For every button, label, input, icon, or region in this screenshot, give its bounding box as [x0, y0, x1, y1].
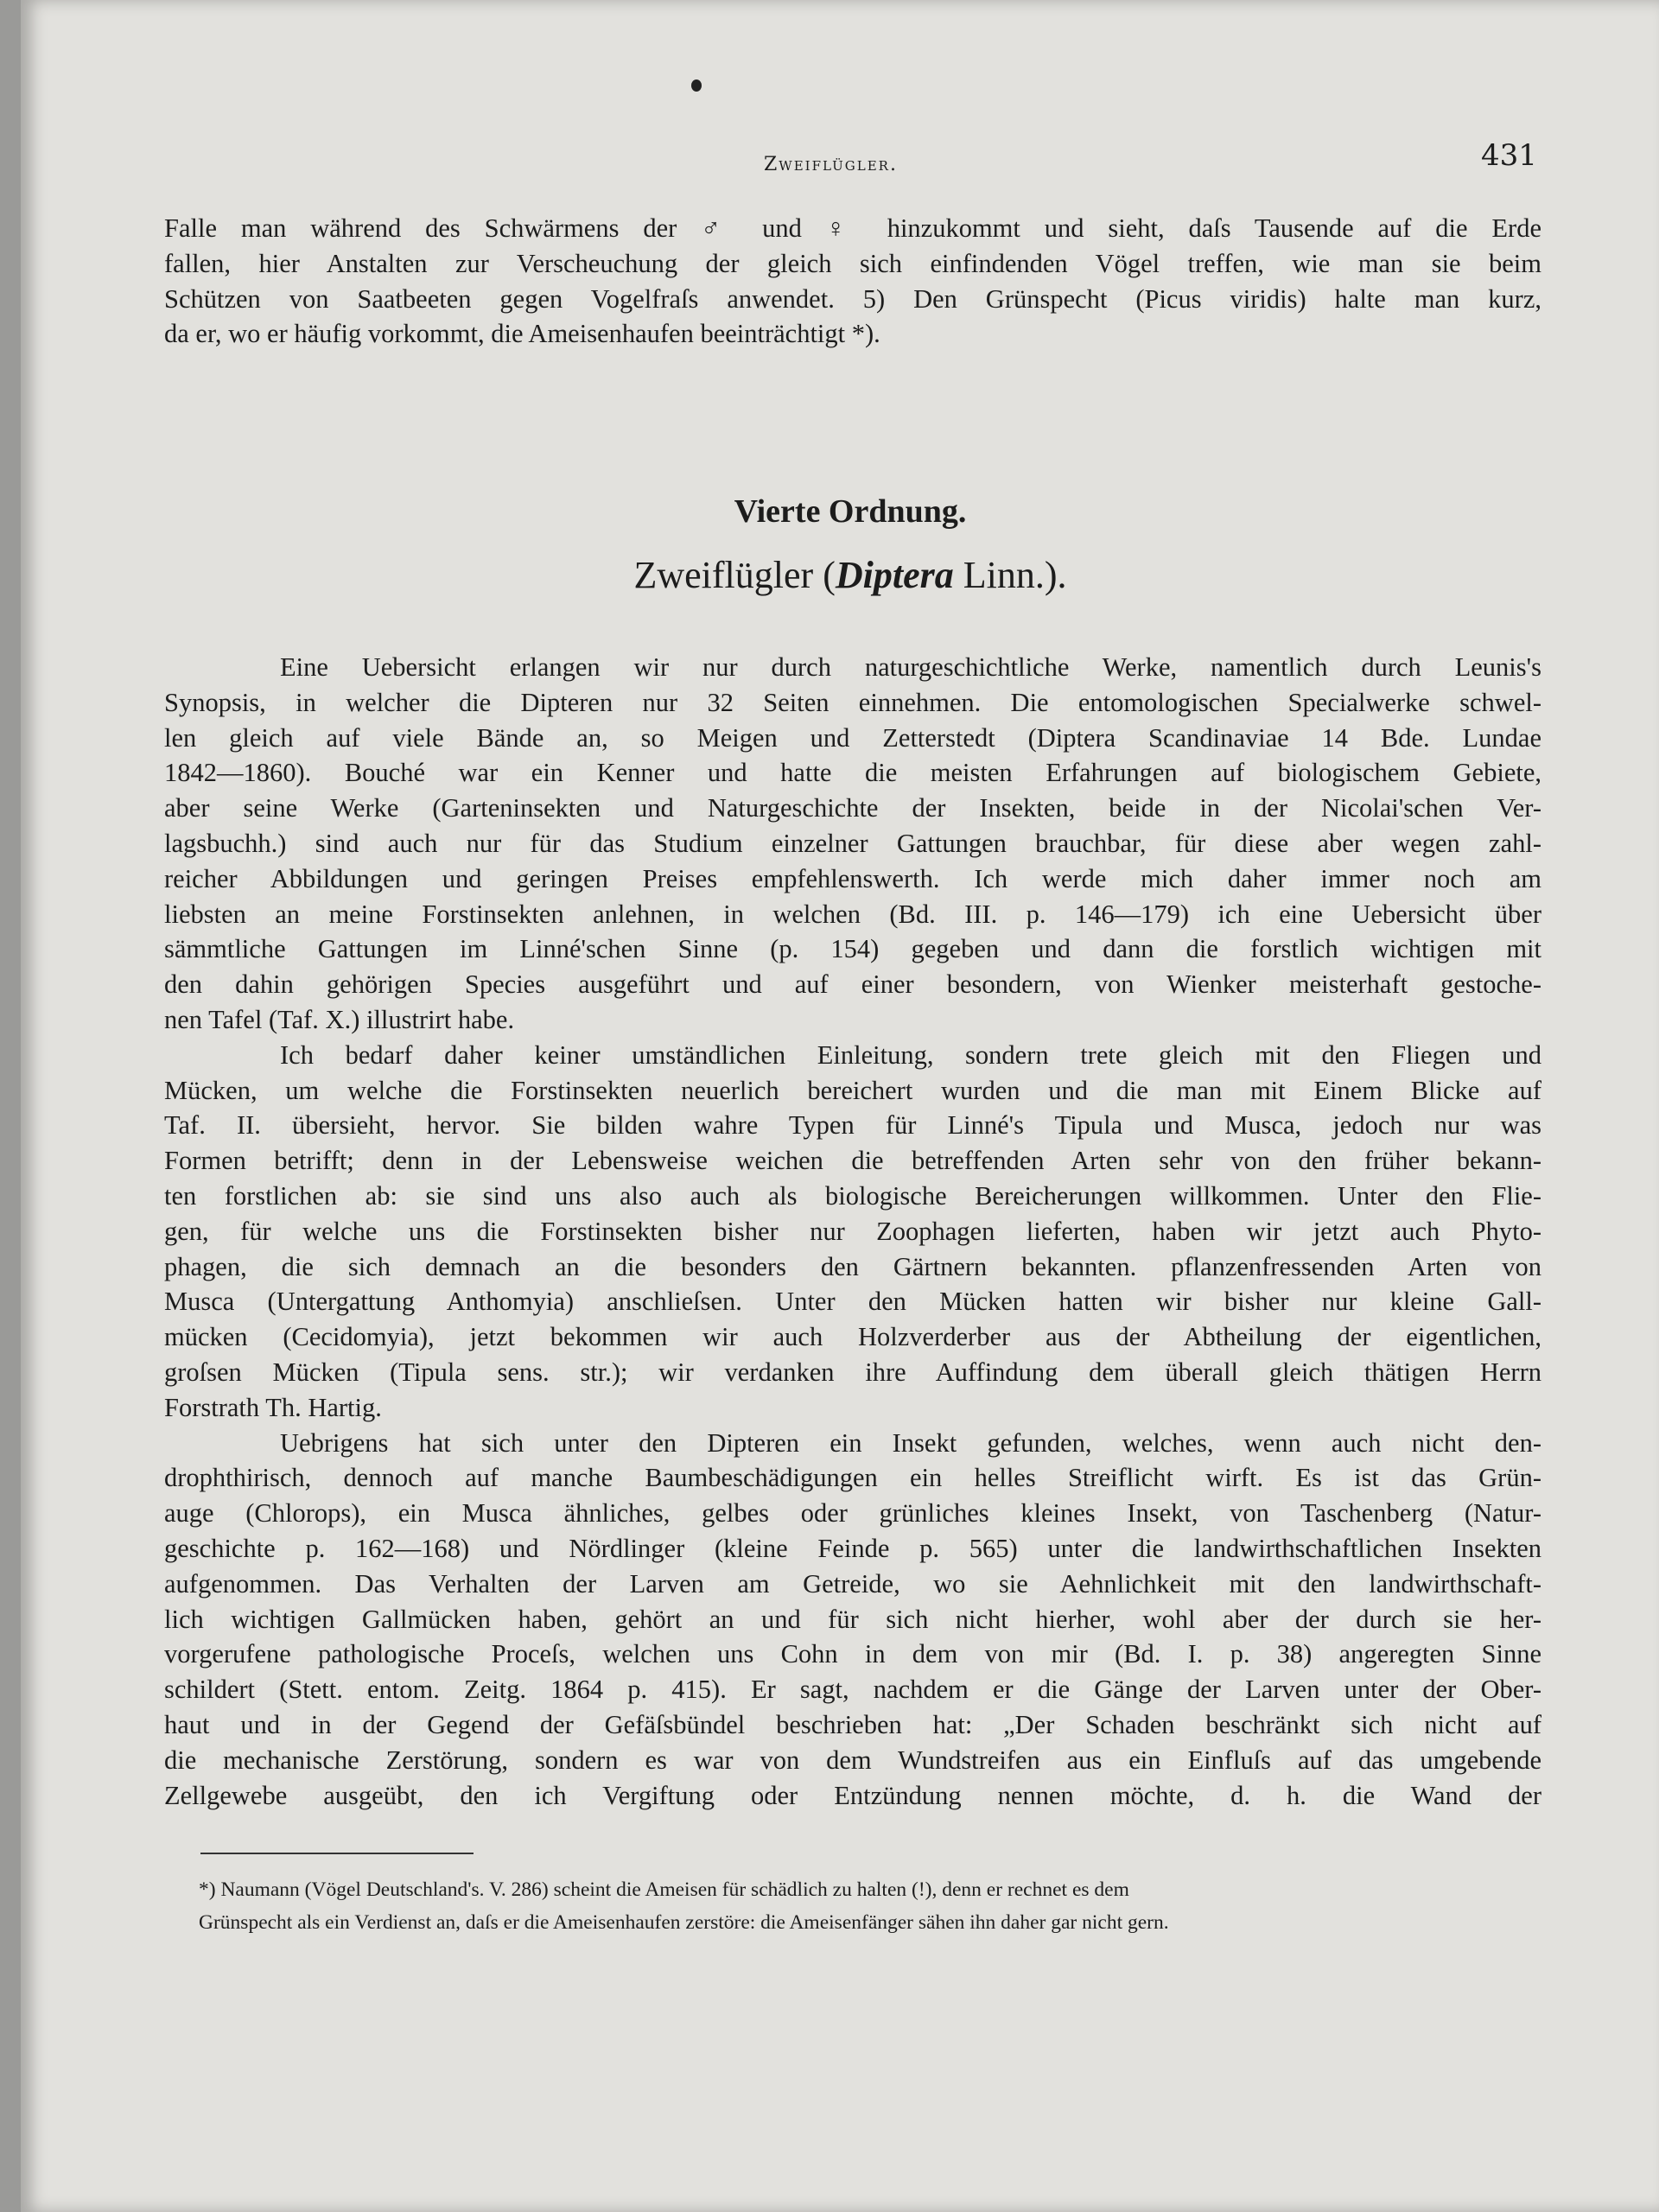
text-line: nen Tafel (Taf. X.) illustrirt habe.	[164, 1004, 515, 1034]
text-line: sämmtliche Gattungen im Linné'schen Sinne (p. 154) gegeben und dann die forstlich wichtigen mit	[164, 934, 1541, 964]
order-heading: Vierte Ordnung.	[734, 493, 967, 530]
title-genus: Diptera	[835, 554, 954, 596]
text-line: Eine Uebersicht erlangen wir nur durch naturgeschichtliche Werke, namentlich durch Leunis's	[280, 652, 1541, 682]
footnote-line: Grünspecht als ein Verdienst an, daſs er die Ameisenhaufen zerstöre: die Ameisenfänger sähen ihn daher gar nicht gern.	[199, 1911, 1169, 1934]
intro-paragraph	[164, 211, 1541, 352]
book-page	[21, 0, 1659, 2212]
text-line: Formen betrifft; denn in der Lebensweise weichen die betreffenden Arten sehr von den früher bekann-	[164, 1146, 1541, 1176]
page-number: 431	[1481, 138, 1537, 173]
text-line: drophthirisch, dennoch auf manche Baumbeschädigungen ein helles Streiflicht wirft. Es ist das Grün-	[164, 1463, 1541, 1493]
text-line: geschichte p. 162—168) und Nördlinger (kleine Feinde p. 565) unter die landwirthschaftlichen Insekten	[164, 1533, 1541, 1563]
text-line: auge (Chlorops), ein Musca ähnliches, gelbes oder grünliches kleines Insekt, von Taschenberg (Natur-	[164, 1498, 1541, 1529]
text-line: Synopsis, in welcher die Dipteren nur 32 Seiten einnehmen. Die entomologischen Specialwerke schwel-	[164, 687, 1541, 717]
text-line: len gleich auf viele Bände an, so Meigen und Zetterstedt (Diptera Scandinaviae 14 Bde. Lundae	[164, 722, 1541, 753]
text-line: gen, für welche uns die Forstinsekten bisher nur Zoophagen lieferten, haben wir jetzt auch Phyto-	[164, 1216, 1541, 1246]
footnote	[199, 1873, 1547, 1939]
text-line: den dahin gehörigen Species ausgeführt und auf einer besondern, von Wienker meisterhaft gestoche-	[164, 969, 1541, 1000]
text-line: groſsen Mücken (Tipula sens. str.); wir verdanken ihre Auffindung dem überall gleich thätigen Herrn	[164, 1357, 1541, 1387]
text-line: Ich bedarf daher keiner umständlichen Einleitung, sondern trete gleich mit den Fliegen und	[280, 1039, 1541, 1070]
printer-mark	[691, 79, 702, 92]
text-line: die mechanische Zerstörung, sondern es war von dem Wundstreifen aus ein Einfluſs auf das umgebende	[164, 1745, 1541, 1775]
title-suffix: Linn.).	[953, 554, 1067, 596]
footnote-line: *) Naumann (Vögel Deutschland's. V. 286) scheint die Ameisen für schädlich zu halten (!), denn er rechnet es dem	[199, 1878, 1129, 1901]
text-line: schildert (Stett. entom. Zeitg. 1864 p. 415). Er sagt, nachdem er die Gänge der Larven unter der Ober-	[164, 1675, 1541, 1705]
text-line: aber seine Werke (Garteninsekten und Naturgeschichte der Insekten, beide in der Nicolai'schen Ver-	[164, 793, 1541, 823]
text-line: Mücken, um welche die Forstinsekten neuerlich bereichert wurden und die man mit Einem Blicke auf	[164, 1075, 1541, 1105]
text-line: reicher Abbildungen und geringen Preises empfehlenswerth. Ich werde mich daher immer noch am	[164, 863, 1541, 893]
running-head: Zweiflügler.	[764, 154, 898, 175]
section-title	[21, 553, 1659, 597]
text-line: 1842—1860). Bouché war ein Kenner und hatte die meisten Erfahrungen auf biologischem Gebiete,	[164, 758, 1541, 788]
text-line: phagen, die sich demnach an die besonders den Gärtnern bekannten. pflanzenfressenden Arten von	[164, 1251, 1541, 1281]
text-line: aufgenommen. Das Verhalten der Larven am Getreide, wo sie Aehnlichkeit mit den landwirthschaft-	[164, 1568, 1541, 1599]
text-line: Musca (Untergattung Anthomyia) anschlieſsen. Unter den Mücken hatten wir bisher nur kleine Gall-	[164, 1287, 1541, 1317]
text-line: Schützen von Saatbeeten gegen Vogelfraſs anwendet. 5) Den Grünspecht (Picus viridis) halte man kurz,	[164, 283, 1541, 314]
body-text	[164, 650, 1541, 1813]
text-line: lagsbuchh.) sind auch nur für das Studium einzelner Gattungen brauchbar, für diese aber wegen zahl-	[164, 828, 1541, 858]
text-line: mücken (Cecidomyia), jetzt bekommen wir auch Holzverderber aus der Abtheilung der eigentlichen,	[164, 1322, 1541, 1352]
text-line: Zellgewebe ausgeübt, den ich Vergiftung oder Entzündung nennen möchte, d. h. die Wand der	[164, 1780, 1541, 1810]
text-line: liebsten an meine Forstinsekten anlehnen, in welchen (Bd. III. p. 146—179) ich eine Uebersicht über	[164, 899, 1541, 929]
text-line: Uebrigens hat sich unter den Dipteren ein Insekt gefunden, welches, wenn auch nicht den-	[280, 1427, 1541, 1458]
text-line: vorgerufene pathologische Proceſs, welchen uns Cohn in dem von mir (Bd. I. p. 38) angeregten Sinne	[164, 1639, 1541, 1669]
text-line: haut und in der Gegend der Gefäſsbündel beschrieben hat: „Der Schaden beschränkt sich nicht auf	[164, 1709, 1541, 1739]
footnote-rule	[200, 1853, 474, 1854]
text-line: lich wichtigen Gallmücken haben, gehört an und für sich nicht hierher, wohl aber der durch sie her-	[164, 1604, 1541, 1634]
text-line: ten forstlichen ab: sie sind uns also auch als biologische Bereicherungen willkommen. Unter den Flie-	[164, 1180, 1541, 1211]
text-line: Falle man während des Schwärmens der ♂ und ♀ hinzukommt und sieht, daſs Tausende auf die Erde	[164, 213, 1541, 243]
text-line: fallen, hier Anstalten zur Verscheuchung der gleich sich einfindenden Vögel treffen, wie man sie beim	[164, 248, 1541, 278]
text-line: Forstrath Th. Hartig.	[164, 1392, 382, 1422]
text-line: da er, wo er häufig vorkommt, die Ameisenhaufen beeinträchtigt *).	[164, 319, 880, 349]
title-prefix: Zweiflügler (	[633, 554, 836, 596]
text-line: Taf. II. übersieht, hervor. Sie bilden wahre Typen für Linné's Tipula und Musca, jedoch nur was	[164, 1110, 1541, 1141]
